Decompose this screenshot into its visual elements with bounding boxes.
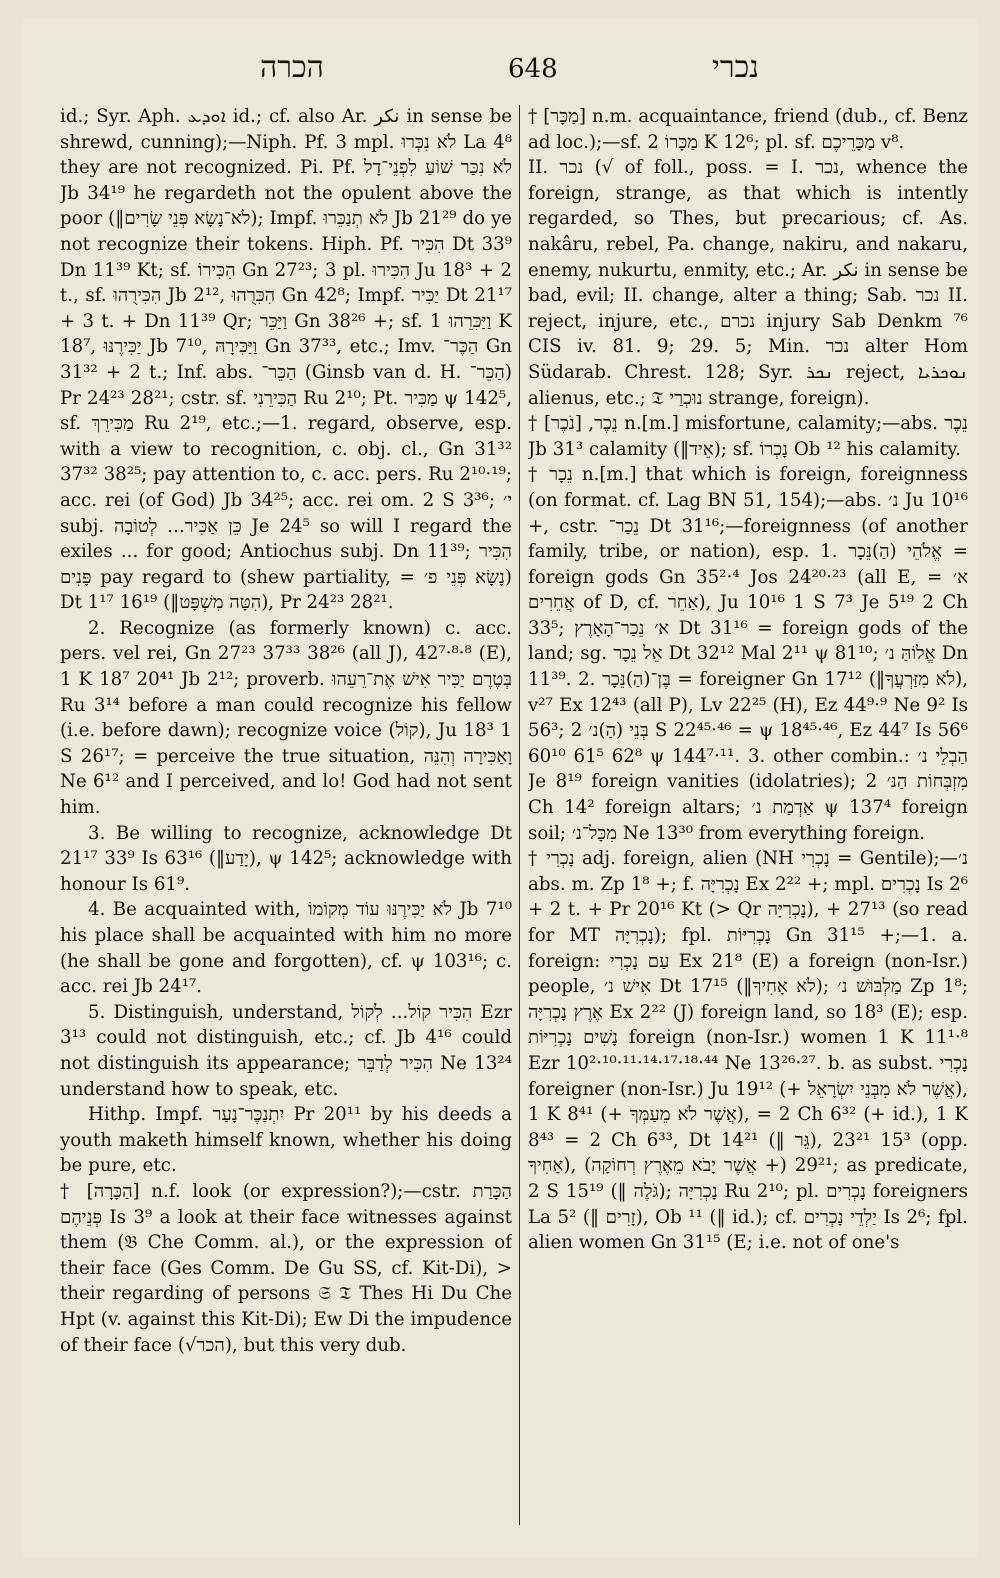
sense-2-paragraph: 2. Recognize (as formerly known) c. acc. pers. vel rei, Gn 27²³ 37³³ 38²⁶ (all J), 42⁷·⁸·⁸ (E), 1 K 18⁷ 20⁴¹ Jb 2¹²; proverb. בְּטֶרֶם יַכִּיר אִישׁ אֶת־רֵעֵהוּ Ru 3¹⁴ before a man could recognize his fellow (i.e. before dawn); recognize voice (קוֹל), Ju 18³ 1 S 26¹⁷; = perceive the true situation, וָאַכִּירָה וְהִנֵּה Ne 6¹² and I perceived, and lo! God had not sent him. [60,617,512,819]
running-head-right: נכרי [712,50,760,85]
right-column [528,104,968,1522]
entry-nekar: † נֵכָר n.[m.] that which is foreign, foreignness (on format. cf. Lag BN 51, 154);—abs. נ׳ Ju 10¹⁶ +, cstr. נֵכַר־ Dt 31¹⁶;—foreignness (of another family, tribe, or nation), esp. 1. אֱלֹהֵי (הַ)נֵּכָר = foreign gods Gn 35²·⁴ Jos 24²⁰·²³ (all E, = א׳ אֲחֵרִים of D, cf. אַחֵר), Ju 10¹⁶ 1 S 7³ Je 5¹⁹ 2 Ch 33⁵; א׳ נֵכַר־הָאָרֶץ Dt 31¹⁶ = foreign gods of the land; sg. אֵל נֵכָר Dt 32¹² Mal 2¹¹ ψ 81¹⁰; אֱלוֹהַּ נ׳ Dn 11³⁹. 2. בֶּן־(הַ)נֵּכָר = foreigner Gn 17¹² (‖לֹא מִזַּרְעֲךָ), v²⁷ Ex 12⁴³ (all P), Lv 22²⁵ (H), Ez 44⁹·⁹ Ne 9² Is 56³; בְּנֵי (הַ)נ׳ 2 S 22⁴⁵·⁴⁶ = ψ 18⁴⁵·⁴⁶, Ez 44⁷ Is 56⁶ 60¹⁰ 61⁵ 62⁸ ψ 144⁷·¹¹. 3. other combin.: הַבְלֵי נ׳ Je 8¹⁹ foreign vanities (idolatries); מִזְבְּחוֹת הַנּ׳ 2 Ch 14² foreign altars; אַדְמַת נ׳ ψ 137⁴ foreign soil; מִכָּל־נ׳ Ne 13³⁰ from everything foreign. [528,464,968,844]
entry-hakkarah: † [הַכָּרָה] n.f. look (or expression?);—cstr. הַכָּרַת פְּנֵיהֶם Is 3⁹ a look at their face witnesses against them (𝔅 Che Comm. al.), or the expression of their face (Ges Comm. De Gu SS, cf. Kit-Di), > their regarding of persons 𝔖 𝔗 Thes Hi Du Che Hpt (v. against this Kit-Di); Ew Di the impudence of their face (√הכר), but this very dub. [60,1180,512,1356]
hithpael-paragraph: Hithp. Impf. יִתְנַכֶּר־נָעַר Pr 20¹¹ by his deeds a youth maketh himself known, whether his doing be pure, etc. [60,1104,512,1177]
column-divider [519,105,520,1525]
sense-5-paragraph: 5. Distinguish, understand, הִכִּיר קוֹל... לְקוֹל Ezr 3¹³ could not distinguish, etc.; cf. Jb 4¹⁶ could not distinguish its appearance; הִכִּיר לְדַבֵּר Ne 13²⁴ understand how to speak, etc. [60,1001,512,1100]
running-head-left: הכרה [260,50,324,85]
entry-paragraph: id.; Syr. Aph. ܐܘܕܥ id.; cf. also Ar. نكر in sense be shrewd, cunning);—Niph. Pf. 3 mpl. לֹא נִכְּרוּ La 4⁸ they are not recognized. Pi. Pf. לֹא נִכַּר שׁוֹעַ לִפְנֵי־דָל Jb 34¹⁹ he regardeth not the opulent above the poor (‖לֹא־נָשָׂא פְּנֵי שָׂרִים); Impf. לֹא תְנַכֵּרוּ Jb 21²⁹ do ye not recognize their tokens. Hiph. Pf. הִכִּיר Dt 33⁹ Dn 11³⁹ Kt; sf. הִכִּירוֹ Gn 27²³; 3 pl. הִכִּירוּ Ju 18³ + 2 t., sf. הִכִּירֻהוּ Jb 2¹², הִכִּרֻהוּ Gn 42⁸; Impf. יַכִּיר Dt 21¹⁷ + 3 t. + Dn 11³⁹ Qr; וַיַּכֵּר Gn 38²⁶ +; sf. וַיַּכִּרֵהוּ 1 K 18⁷, יַכִּירֶנּוּ Jb 7¹⁰, וַיַּכִּירָהּ Gn 37³³, etc.; Imv. הַכֶּר־ Gn 31³² + 2 t.; Inf. abs. הַכֵּר־ (Ginsb van d. H. הַכֵּר־) Pr 24²³ 28²¹; cstr. sf. הַכִּירֵנִי Ru 2¹⁰; Pt. מַכִּיר ψ 142⁵, sf. מַכִּירֵךְ Ru 2¹⁹, etc.;—1. regard, observe, esp. with a view to recognition, c. obj. cl., Gn 31³² 37³² 38²⁵; pay attention to, c. acc. pers. Ru 2¹⁰·¹⁹; acc. rei (of God) Jb 34²⁵; acc. rei om. 2 S 3³⁶; י׳ subj. כֵּן אַכִּיר... לְטוֹבָה Je 24⁵ so will I regard the exiles ... for good; Antiochus subj. Dn 11³⁹; הִכִּיר פָּנִים pay regard to (shew partiality, = נָשָׂא פְּנֵי פ׳) Dt 1¹⁷ 16¹⁹ (‖הִטָּה מִשְׁפָּט), Pr 24²³ 28²¹. [60,106,512,614]
entry-neker: † נֵכֶר, [נֹכֶר] n.[m.] misfortune, calamity;—abs. נֵכֶר Jb 31³ calamity (‖אֵיד); sf. נָכְרוֹ Ob ¹² his calamity. [528,413,968,460]
left-column [60,104,512,1522]
page-number: 648 [508,54,558,84]
sense-4-paragraph: 4. Be acquainted with, לֹא יַכִּירֶנּוּ עוֹד מְקוֹמוֹ Jb 7¹⁰ his place shall be acquainted with him no more (he shall be gone and forgotten), cf. ψ 103¹⁶; c. acc. rei Jb 24¹⁷. [60,899,512,998]
sense-3-paragraph: 3. Be willing to recognize, acknowledge Dt 21¹⁷ 33⁹ Is 63¹⁶ (‖יָדַע), ψ 142⁵; acknowledge with honour Is 61⁹. [60,822,512,895]
entry-nokri: † נָכְרִי adj. foreign, alien (NH נָכְרִי = Gentile);—נ׳ abs. m. Zp 1⁸ +; f. נָכְרִיָּה Ex 2²² +; mpl. נָכְרִים Is 2⁶ + 2 t. + Pr 20¹⁶ Kt (> Qr נָכְרִיָּה), + 27¹³ (so read for MT נָכְרִיָּה); fpl. נָכְרִיּוֹת Gn 31¹⁵ +;—1. a. foreign: עַם נָכְרִי Ex 21⁸ (E) a foreign (non-Isr.) people, אִישׁ נ׳ Dt 17¹⁵ (‖לֹא אָחִיךָ); מַלְבּוּשׁ נ׳ Zp 1⁸; אֶרֶץ נָכְרִיָּה Ex 2²² (J) foreign land, so 18³ (E); esp. נָשִׁים נָכְרִיּוֹת foreign (non-Isr.) women 1 K 11¹·⁸ Ezr 10²·¹⁰·¹¹·¹⁴·¹⁷·¹⁸·⁴⁴ Ne 13²⁶·²⁷. b. as subst. נָכְרִי foreigner (non-Isr.) Ju 19¹² (+ אֲשֶׁר לֹא מִבְּנֵי יִשְׂרָאֵל), 1 K 8⁴¹ (+ אֲשֶׁר לֹא מֵעַמְּךָ), = 2 Ch 6³² (+ id.), 1 K 8⁴³ = 2 Ch 6³³, Dt 14²¹ (‖ גֵּר), 15³ 23²¹ (opp. אָחִיךָ), 29²¹ (+ אֲשֶׁר יָבֹא מֵאֶרֶץ רְחוֹקָה); as predicate, 2 S 15¹⁹ (‖ גֹּלֶה); נָכְרִיָּה Ru 2¹⁰; pl. נָכְרִים foreigners La 5² (‖ זָרִים), Ob ¹¹ (‖ id.); cf. יַלְדֵי נָכְרִים Is 2⁶; fpl. alien women Gn 31¹⁵ (E; i.e. not of one's [528,848,968,1254]
entry-makkar: † [מַכָּר] n.m. acquaintance, friend (dub., cf. Benz ad loc.);—sf. מַכָּרוֹ 2 K 12⁶; pl. sf. מַכָּרֵיכֶם v⁸. [528,106,968,153]
entry-root-nkr-2: II. נכר (√ of foll., poss. = I. נכר, whence the foreign, strange, as that which is intently regarded, so Thes, but precarious; cf. As. nakâru, rebel, Pa. change, nakiru, and nakaru, enemy, nukurtu, enmity, etc.; Ar. نكر in sense be bad, evil; II. change, alter a thing; Sab. נכר II. reject, injure, etc., נכרם injury Sab Denkm ⁷⁶ CIS iv. 81. 9; 29. 5; Min. נכר alter Hom Südarab. Chrest. 128; Syr. ܢܟܪ reject, ܢܘܟܪܝܐ alienus, etc.; 𝔗 נוּכְרַי strange, foreign). [528,157,968,409]
